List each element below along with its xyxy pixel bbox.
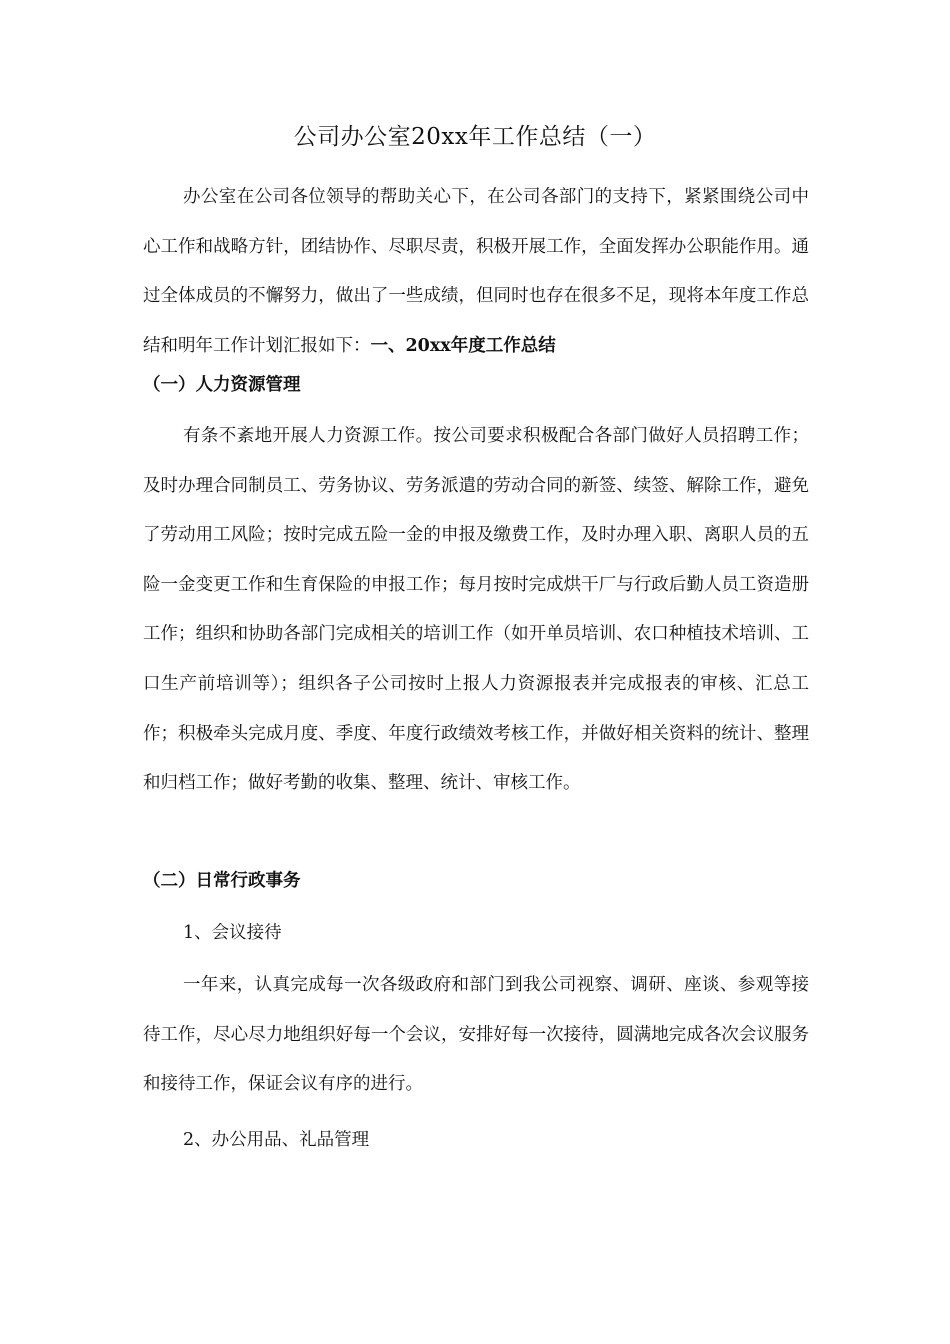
section-heading-summary: 一、20xx年度工作总结 xyxy=(370,335,556,356)
intro-text: 办公室在公司各位领导的帮助关心下，在公司各部门的支持下，紧紧围绕公司中心工作和战略方针，团结协作、尽职尽责，积极开展工作，全面发挥办公职能作用。通过全体成员的不懈努力，做出了一些成绩，但同时也存在很多不足，现将本年度工作总结和明年工作计划汇报如下： xyxy=(143,187,809,356)
item2-heading: 2、办公用品、礼品管理 xyxy=(183,1130,370,1150)
document-title: 公司办公室20xx年工作总结（一） xyxy=(293,124,657,150)
section1-paragraph: 有条不紊地开展人力资源工作。按公司要求积极配合各部门做好人员招聘工作；及时办理合同制员工、劳务协议、劳务派遣的劳动合同的新签、续签、解除工作，避免了劳动用工风险；按时完成五险一金的申报及缴费工作，及时办理入职、离职人员的五险一金变更工作和生育保险的申报工作；每月按时完成烘干厂与行政后勤人员工资造册工作；组织和协助各部门完成相关的培训工作（如开单员培训、农口种植技术培训、工口生产前培训等）；组织各子公司按时上报人力资源报表并完成报表的审核、汇总工作；积极牵头完成月度、季度、年度行政绩效考核工作，并做好相关资料的统计、整理和归档工作；做好考勤的收集、整理、统计、审核工作。 xyxy=(143,426,809,794)
intro-paragraph xyxy=(143,173,809,371)
section2-heading: （二）日常行政事务 xyxy=(143,871,301,891)
item1-heading: 1、会议接待 xyxy=(183,923,282,943)
item1-paragraph: 一年来，认真完成每一次各级政府和部门到我公司视察、调研、座谈、参观等接待工作，尽心尽力地组织好每一个会议，安排好每一次接待，圆满地完成各次会议服务和接待工作，保证会议有序的进行。 xyxy=(143,975,809,1095)
section1-heading: （一）人力资源管理 xyxy=(143,375,301,395)
